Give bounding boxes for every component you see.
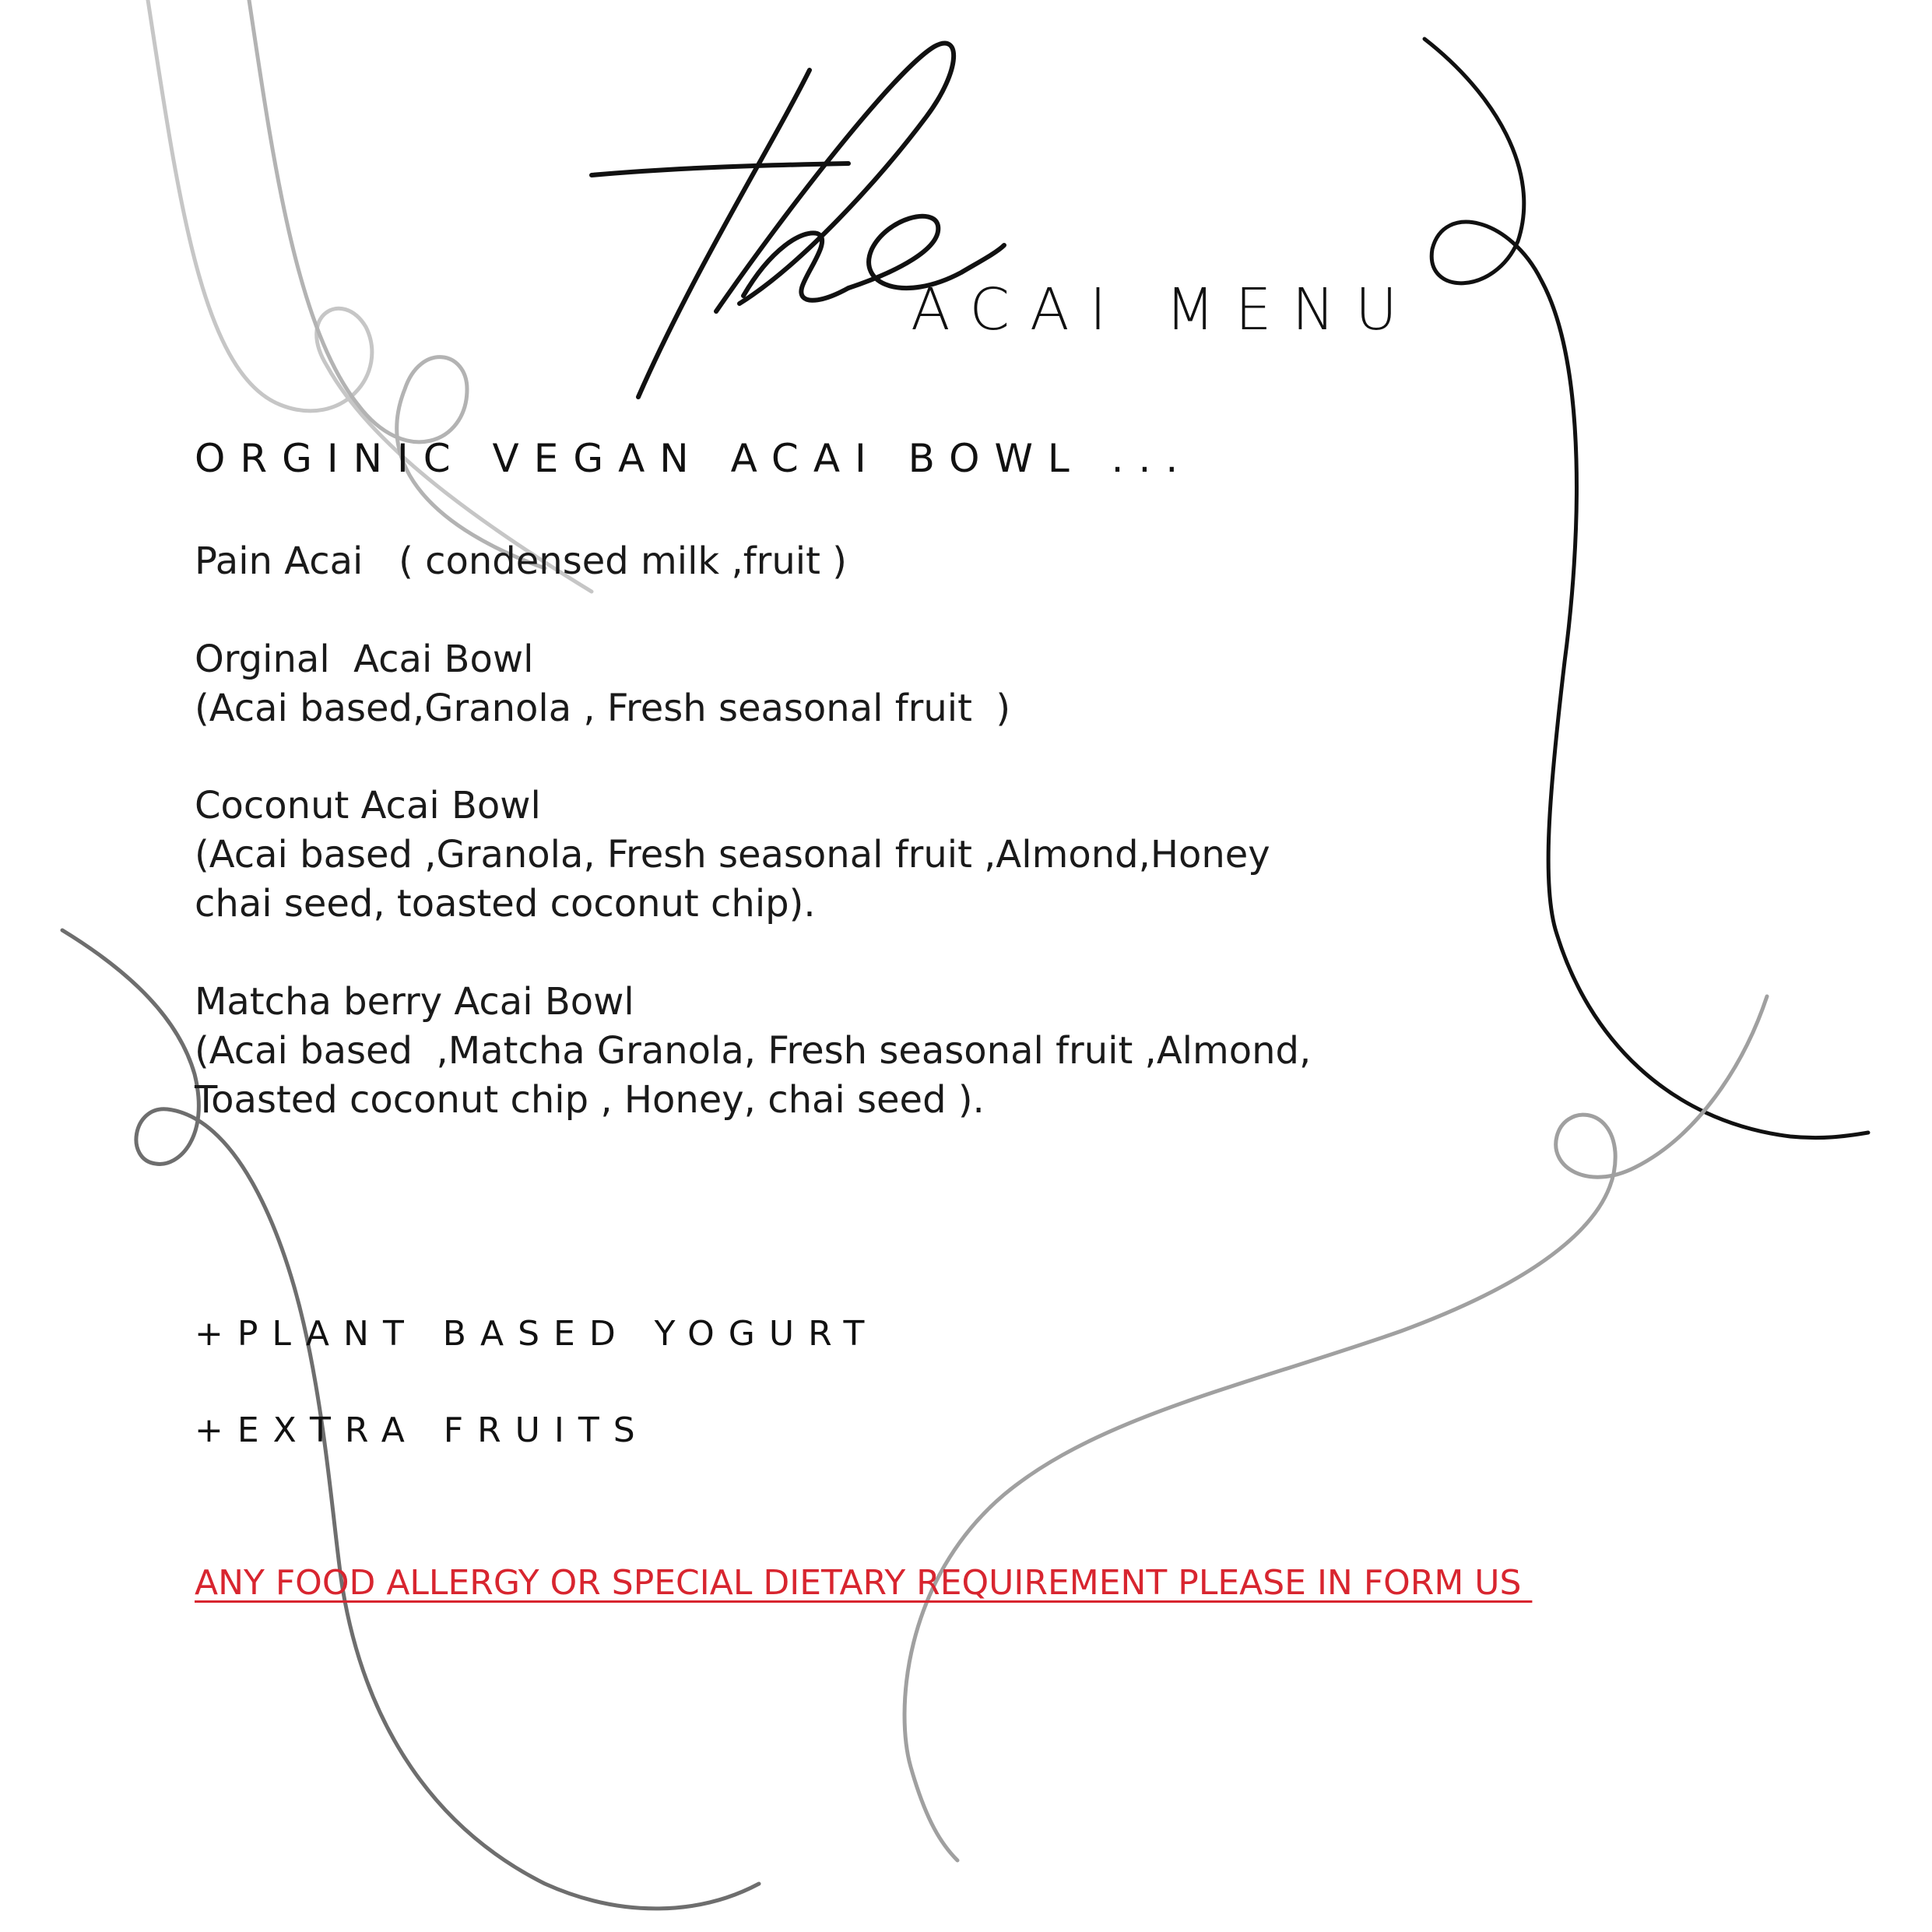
title-script-the — [537, 16, 1035, 420]
item-name: Orginal Acai Bowl — [195, 638, 534, 681]
menu-item-orginal-acai-bowl — [195, 635, 1010, 733]
menu-item-pain-acai — [195, 537, 847, 586]
item-description: ( condensed milk ,fruit ) — [399, 539, 847, 583]
swirl-right-black — [1424, 39, 1868, 1138]
item-name: Pain Acai — [195, 539, 364, 583]
swirl-bottom-gray — [905, 996, 1767, 1860]
item-name: Coconut Acai Bowl — [195, 784, 541, 827]
item-name: Matcha berry Acai Bowl — [195, 980, 634, 1024]
swirl-top-left-outer — [148, 0, 592, 592]
swirl-top-left-inner — [249, 0, 545, 568]
menu-item-matcha-berry-acai-bowl — [195, 978, 1311, 1125]
item-description-line: chai seed, toasted coconut chip). — [195, 882, 816, 926]
allergy-note: ANY FOOD ALLERGY OR SPECIAL DIETARY REQUIREMENT PLEASE IN FORM US — [195, 1563, 1533, 1603]
menu-item-coconut-acai-bowl — [195, 782, 1270, 929]
item-description-line: (Acai based ,Granola, Fresh seasonal fruit ,Almond,Honey — [195, 833, 1270, 876]
section-heading: ORGINIC VEGAN ACAI BOWL ... — [195, 436, 1193, 481]
item-description: (Acai based,Granola , Fresh seasonal fruit ) — [195, 687, 1011, 730]
addon-extra-fruits: +EXTRA FRUITS — [195, 1410, 649, 1450]
item-description-line: (Acai based ,Matcha Granola, Fresh seasonal fruit ,Almond, — [195, 1029, 1312, 1073]
addon-plant-based-yogurt: +PLANT BASED YOGURT — [195, 1314, 879, 1354]
item-description-line: Toasted coconut chip , Honey, chai seed ). — [195, 1078, 985, 1122]
menu-title: ACAI MENU — [911, 276, 1418, 343]
